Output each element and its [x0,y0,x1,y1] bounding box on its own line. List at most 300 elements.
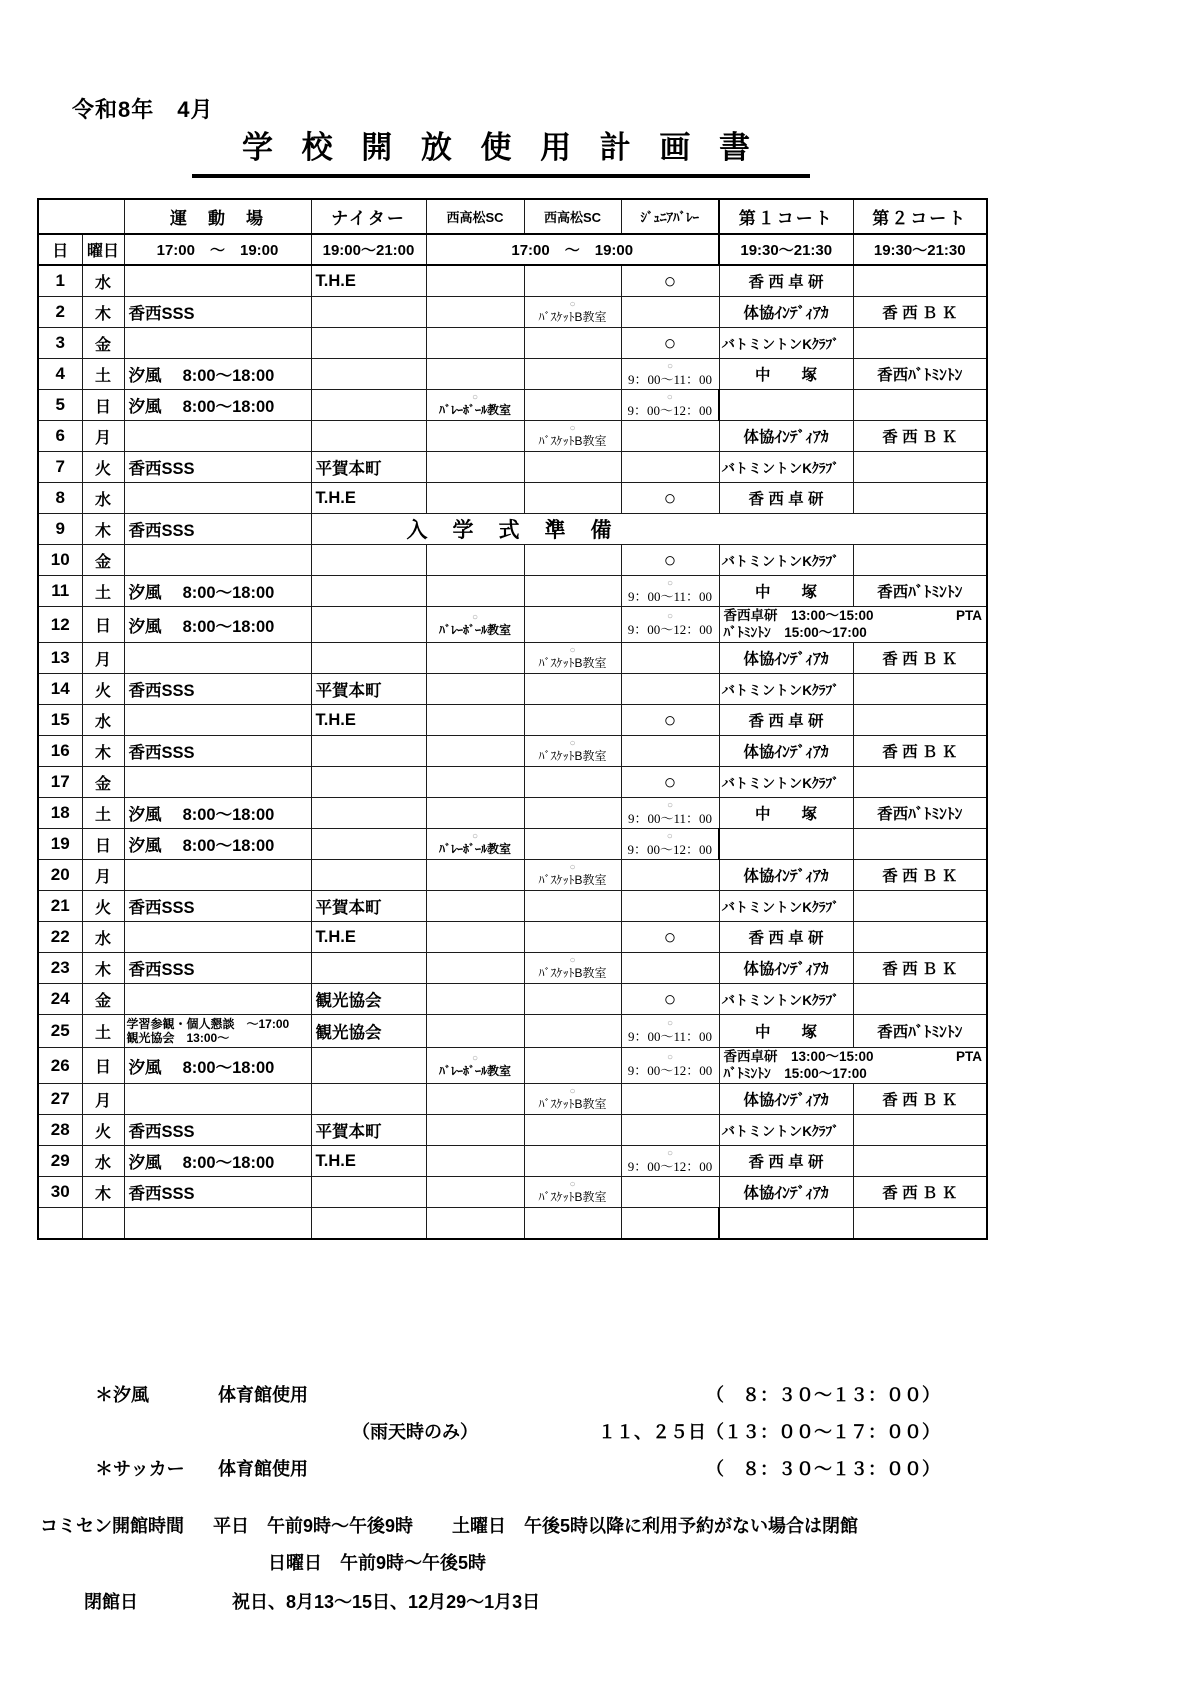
col-header-sc2: 西高松SC [524,199,621,234]
schedule-row [38,359,987,390]
empty-cell [621,643,719,674]
empty-cell [719,829,853,860]
day-number-cell: 4 [38,359,82,390]
junior-volley-time-cell: ○ 9：00～11：00 [621,1015,719,1048]
schedule-row [38,674,987,705]
court-usage-cell: 中 塚 [719,576,853,607]
reserved-circle-cell: ○ [621,705,719,736]
day-number-cell: 23 [38,953,82,984]
day-number-cell: 30 [38,1177,82,1208]
empty-cell [426,984,524,1015]
empty-cell [621,452,719,483]
reserved-circle-cell: ○ [621,328,719,359]
empty-cell [124,984,311,1015]
day-number-cell: 18 [38,798,82,829]
empty-cell [853,265,987,297]
small-circle-icon: ○ [569,955,576,966]
empty-cell [524,1115,621,1146]
small-circle-icon: ○ [471,611,479,623]
class-cell: ○ ﾊﾞｽｹｯﾄB教室 [524,643,621,674]
note-shiokaze-gym: 体育館使用 [218,1385,308,1405]
weekday-cell: 木 [82,1177,124,1208]
small-circle-icon: ○ [569,1179,576,1190]
court-usage-cell: 香西ﾊﾞﾄﾐﾝﾄﾝ [853,576,987,607]
schedule-row [38,576,987,607]
small-circle-icon: ○ [666,1052,674,1063]
usage-cell: 香西SSS [124,674,311,705]
empty-cell [853,452,987,483]
court-usage-cell: バトミントンKｸﾗﾌﾞ [719,1115,853,1146]
empty-cell [426,860,524,891]
court-usage-cell: 香西ﾊﾞﾄﾐﾝﾄﾝ [853,1015,987,1048]
empty-cell [524,390,621,421]
schedule-row [38,643,987,674]
usage-cell: 汐風 8:00～18:00 [124,390,311,421]
weekday-cell: 火 [82,674,124,705]
usage-cell: T.H.E [311,265,426,297]
court-usage-cell: 香 西 卓 研 [719,265,853,297]
note-soccer-label: ＊サッカー [95,1459,185,1479]
usage-cell: 汐風 8:00～18:00 [124,829,311,860]
court-usage-cell: 体協ｲﾝﾃﾞｨｱｶ [719,1084,853,1115]
weekday-cell: 土 [82,576,124,607]
empty-cell [311,643,426,674]
class-cell: ○ ﾊﾞｽｹｯﾄB教室 [524,860,621,891]
empty-cell [311,390,426,421]
empty-cell [426,1115,524,1146]
day-number-cell: 24 [38,984,82,1015]
small-circle-icon: ○ [569,862,576,873]
schedule-row [38,545,987,576]
day-number-cell: 22 [38,922,82,953]
court-usage-cell: 香 西 卓 研 [719,705,853,736]
class-cell: ○ ﾊﾞﾚｰﾎﾞｰﾙ教室 [426,1048,524,1084]
empty-cell [426,1084,524,1115]
empty-cell [719,390,853,421]
court-usage-cell: バトミントンKｸﾗﾌﾞ [719,891,853,922]
empty-cell [621,860,719,891]
schedule-row [38,514,987,545]
empty-cell [524,1146,621,1177]
schedule-row [38,1146,987,1177]
junior-volley-time-cell: ○ 9：00～11：00 [621,576,719,607]
court-usage-cell: 体協ｲﾝﾃﾞｨｱｶ [719,297,853,328]
empty-cell [311,1084,426,1115]
usage-cell: 汐風 8:00～18:00 [124,1146,311,1177]
usage-cell: 香西SSS [124,1177,311,1208]
usage-cell: 汐風 8:00～18:00 [124,798,311,829]
weekday-cell: 月 [82,860,124,891]
schedule-row [38,767,987,798]
schedule-table [37,198,988,1240]
day-number-cell: 29 [38,1146,82,1177]
junior-volley-time-cell: ○ 9：00～12：00 [621,1146,719,1177]
usage-cell: 観光協会 [311,984,426,1015]
small-circle-icon: ○ [666,830,673,842]
col-header-sc1: 西高松SC [426,199,524,234]
empty-cell [426,576,524,607]
empty-cell [124,328,311,359]
court-usage-cell: 香 西 卓 研 [719,483,853,514]
court-double-booking-cell: PTA 香西卓研 13:00～15:00 ﾊﾞﾄﾐﾝﾄﾝ 15:00～17:00 [719,607,987,643]
weekday-cell: 月 [82,643,124,674]
court-usage-cell: 香 西 卓 研 [719,922,853,953]
small-circle-icon: ○ [666,577,674,589]
empty-cell [311,953,426,984]
schedule-row [38,297,987,328]
empty-cell [524,607,621,643]
schedule-row [38,984,987,1015]
empty-cell [524,359,621,390]
empty-cell [621,1208,719,1240]
empty-cell [124,1084,311,1115]
weekday-cell: 金 [82,328,124,359]
empty-cell [124,767,311,798]
usage-cell: T.H.E [311,922,426,953]
court-usage-cell: 体協ｲﾝﾃﾞｨｱｶ [719,736,853,767]
class-cell: ○ ﾊﾞｽｹｯﾄB教室 [524,421,621,452]
day-number-cell: 10 [38,545,82,576]
day-number-cell: 16 [38,736,82,767]
weekday-cell: 金 [82,545,124,576]
schedule-row [38,705,987,736]
empty-cell [311,421,426,452]
usage-cell: 香西SSS [124,1115,311,1146]
empty-cell [426,265,524,297]
empty-cell [426,1146,524,1177]
day-number-cell: 19 [38,829,82,860]
closed-days-label: 閉館日 [84,1592,138,1612]
weekday-cell: 木 [82,297,124,328]
empty-cell [426,953,524,984]
day-number-cell [38,1208,82,1240]
empty-cell [311,607,426,643]
empty-cell [524,1015,621,1048]
usage-cell: 平賀本町 [311,891,426,922]
weekday-cell: 火 [82,891,124,922]
empty-cell [124,545,311,576]
reserved-circle-cell: ○ [621,545,719,576]
court-usage-cell: バトミントンKｸﾗﾌﾞ [719,328,853,359]
court1-time-header: 19:30～21:30 [719,234,853,265]
schedule-row [38,1208,987,1240]
day-number-cell: 9 [38,514,82,545]
day-number-cell: 11 [38,576,82,607]
empty-cell [426,767,524,798]
weekday-cell: 火 [82,452,124,483]
court-usage-cell: 香西ﾊﾞﾄﾐﾝﾄﾝ [853,798,987,829]
schedule-row [38,328,987,359]
empty-cell [524,545,621,576]
class-cell: ○ ﾊﾞﾚｰﾎﾞｰﾙ教室 [426,829,524,860]
empty-cell [621,736,719,767]
weekday-cell: 水 [82,705,124,736]
small-circle-icon: ○ [569,738,576,749]
empty-cell [621,421,719,452]
empty-cell [853,767,987,798]
day-number-cell: 13 [38,643,82,674]
day-number-cell: 3 [38,328,82,359]
class-cell: ○ ﾊﾞｽｹｯﾄB教室 [524,1084,621,1115]
usage-cell: 汐風 8:00～18:00 [124,576,311,607]
schedule-body [38,265,987,1239]
weekday-cell: 水 [82,922,124,953]
col-header-ground: 運 動 場 [124,199,311,234]
header-row-times [38,234,987,265]
schedule-row [38,736,987,767]
empty-cell [853,829,987,860]
empty-cell [524,1208,621,1240]
empty-cell [621,674,719,705]
small-circle-icon: ○ [471,831,479,842]
usage-cell: 香西SSS [124,953,311,984]
schedule-row [38,953,987,984]
day-number-cell: 26 [38,1048,82,1084]
weekday-cell: 土 [82,1015,124,1048]
note-rainy-only: （雨天時のみ） [352,1422,478,1442]
col-header-weekday: 曜日 [82,234,124,265]
weekday-cell: 日 [82,1048,124,1084]
court-usage-cell: 中 塚 [719,359,853,390]
empty-cell [311,860,426,891]
court-usage-cell: バトミントンKｸﾗﾌﾞ [719,984,853,1015]
usage-cell: T.H.E [311,1146,426,1177]
empty-cell [853,891,987,922]
corner-cell [38,199,124,234]
col-header-nighter: ナイター [311,199,426,234]
schedule-row [38,1048,987,1084]
usage-cell: T.H.E [311,705,426,736]
empty-cell [426,798,524,829]
weekday-cell: 水 [82,1146,124,1177]
court-usage-cell: 香 西 Ｂ Ｋ [853,643,987,674]
court-usage-cell: 中 塚 [719,798,853,829]
empty-cell [426,674,524,705]
empty-cell [426,922,524,953]
empty-cell [853,674,987,705]
col-header-court1: 第１コート [719,199,853,234]
court-usage-cell: 香 西 Ｂ Ｋ [853,297,987,328]
court-usage-cell: 香 西 Ｂ Ｋ [853,1177,987,1208]
empty-cell [524,767,621,798]
col-header-court2: 第２コート [853,199,987,234]
empty-cell [124,1208,311,1240]
weekday-cell: 日 [82,607,124,643]
empty-cell [621,1084,719,1115]
col-header-day: 日 [38,234,82,265]
junior-volley-time-cell: ○ 9：00～12：00 [621,829,719,860]
weekday-cell: 日 [82,829,124,860]
weekday-cell: 日 [82,390,124,421]
usage-cell: 平賀本町 [311,1115,426,1146]
empty-cell [124,265,311,297]
class-cell: ○ ﾊﾞﾚｰﾎﾞｰﾙ教室 [426,390,524,421]
small-circle-icon: ○ [666,1017,674,1029]
empty-cell [311,359,426,390]
usage-cell: 平賀本町 [311,452,426,483]
note-shiokaze-label: ＊汐風 [95,1385,149,1405]
usage-cell: 汐風 8:00～18:00 [124,1048,311,1084]
usage-cell: 香西SSS [124,514,311,545]
empty-cell [426,297,524,328]
empty-cell [853,1208,987,1240]
empty-cell [124,421,311,452]
weekday-cell: 金 [82,767,124,798]
empty-cell [311,545,426,576]
reserved-circle-cell: ○ [621,984,719,1015]
empty-cell [524,705,621,736]
comisen-hours-label: コミセン開館時間 [40,1516,184,1536]
header-row-facilities [38,199,987,234]
empty-cell [853,1115,987,1146]
empty-cell [426,891,524,922]
empty-cell [311,798,426,829]
junior-volley-time-cell: ○ 9：00～11：00 [621,359,719,390]
empty-cell [124,483,311,514]
empty-cell [311,328,426,359]
empty-cell [426,328,524,359]
court-usage-cell: バトミントンKｸﾗﾌﾞ [719,452,853,483]
day-number-cell: 12 [38,607,82,643]
empty-cell [311,767,426,798]
sc-junior-time-header: 17:00 ～ 19:00 [426,234,719,265]
usage-cell: 平賀本町 [311,674,426,705]
empty-cell [524,674,621,705]
schedule-row [38,1177,987,1208]
court-usage-cell: 体協ｲﾝﾃﾞｨｱｶ [719,1177,853,1208]
empty-cell [719,1208,853,1240]
empty-cell [124,705,311,736]
comisen-sunday-hours: 日曜日 午前9時～午後5時 [268,1553,487,1573]
schedule-row [38,860,987,891]
reserved-circle-cell: ○ [621,265,719,297]
empty-cell [621,891,719,922]
empty-cell [426,1177,524,1208]
usage-cell: 香西SSS [124,297,311,328]
empty-cell [853,483,987,514]
class-cell: ○ ﾊﾞｽｹｯﾄB教室 [524,953,621,984]
empty-cell [621,1177,719,1208]
ground-double-event-cell: 学習参観・個人懇談 ～17:00 観光協会 13:00～ [124,1015,311,1048]
schedule-row [38,390,987,421]
empty-cell [426,1015,524,1048]
small-circle-icon: ○ [569,645,576,656]
era-month-label: 令和8年 4月 [72,97,214,122]
weekday-cell: 土 [82,359,124,390]
schedule-row [38,1115,987,1146]
court-usage-cell: 香西ﾊﾞﾄﾐﾝﾄﾝ [853,359,987,390]
empty-cell [426,1208,524,1240]
small-circle-icon: ○ [569,423,576,434]
schedule-row [38,1015,987,1048]
empty-cell [621,953,719,984]
weekday-cell: 月 [82,1084,124,1115]
ground-time-header: 17:00 ～ 19:00 [124,234,311,265]
day-number-cell: 27 [38,1084,82,1115]
empty-cell [621,297,719,328]
court-double-booking-cell: PTA 香西卓研 13:00～15:00 ﾊﾞﾄﾐﾝﾄﾝ 15:00～17:00 [719,1048,987,1084]
note-soccer-time: （ ８：３０～１３：００） [706,1459,940,1479]
weekday-cell: 土 [82,798,124,829]
class-cell: ○ ﾊﾞｽｹｯﾄB教室 [524,297,621,328]
reserved-circle-cell: ○ [621,483,719,514]
schedule-row [38,607,987,643]
col-header-junior-volley: ｼﾞｭﾆｱﾊﾞﾚｰ [621,199,719,234]
weekday-cell: 月 [82,421,124,452]
class-cell: ○ ﾊﾞﾚｰﾎﾞｰﾙ教室 [426,607,524,643]
empty-cell [524,452,621,483]
empty-cell [426,359,524,390]
empty-cell [853,545,987,576]
usage-cell: 汐風 8:00～18:00 [124,607,311,643]
usage-cell: T.H.E [311,483,426,514]
court2-time-header: 19:30～21:30 [853,234,987,265]
empty-cell [853,922,987,953]
empty-cell [524,265,621,297]
schedule-row [38,1084,987,1115]
junior-volley-time-cell: ○ 9：00～12：00 [621,607,719,643]
comisen-saturday-rule: 土曜日 午後5時以降に利用予約がない場合は閉館 [452,1516,859,1536]
small-circle-icon: ○ [471,1052,479,1064]
court-usage-cell: 香 西 Ｂ Ｋ [853,421,987,452]
day-number-cell: 5 [38,390,82,421]
court-usage-cell: 香 西 Ｂ Ｋ [853,860,987,891]
junior-volley-time-cell: ○ 9：00～11：00 [621,798,719,829]
schedule-row [38,483,987,514]
empty-cell [524,922,621,953]
empty-cell [311,1177,426,1208]
note-11-25-time: １１、２５日（１３：００～１７：００） [598,1422,940,1442]
day-number-cell: 1 [38,265,82,297]
empty-cell [124,922,311,953]
day-number-cell: 15 [38,705,82,736]
schedule-row [38,798,987,829]
weekday-cell: 木 [82,736,124,767]
small-circle-icon: ○ [569,1086,576,1097]
court-usage-cell: 香 西 Ｂ Ｋ [853,953,987,984]
day-number-cell: 25 [38,1015,82,1048]
page-title: 学 校 開 放 使 用 計 画 書 [192,122,810,178]
small-circle-icon: ○ [666,1147,674,1159]
day-number-cell: 14 [38,674,82,705]
class-cell: ○ ﾊﾞｽｹｯﾄB教室 [524,1177,621,1208]
weekday-cell [82,1208,124,1240]
empty-cell [124,860,311,891]
small-circle-icon: ○ [666,611,674,622]
empty-cell [524,483,621,514]
weekday-cell: 水 [82,265,124,297]
court-usage-cell: 体協ｲﾝﾃﾞｨｱｶ [719,953,853,984]
empty-cell [311,1048,426,1084]
small-circle-icon: ○ [471,392,479,403]
nighter-time-header: 19:00～21:00 [311,234,426,265]
weekday-cell: 木 [82,953,124,984]
weekday-cell: 木 [82,514,124,545]
usage-cell: 香西SSS [124,452,311,483]
small-circle-icon: ○ [569,299,576,310]
empty-cell [853,390,987,421]
pta-tag: PTA [956,1049,982,1064]
weekday-cell: 火 [82,1115,124,1146]
schedule-row [38,829,987,860]
court-usage-cell: 香 西 Ｂ Ｋ [853,1084,987,1115]
empty-cell [853,705,987,736]
empty-cell [124,643,311,674]
small-circle-icon: ○ [666,799,674,811]
usage-cell: 香西SSS [124,736,311,767]
empty-cell [311,829,426,860]
empty-cell [426,643,524,674]
